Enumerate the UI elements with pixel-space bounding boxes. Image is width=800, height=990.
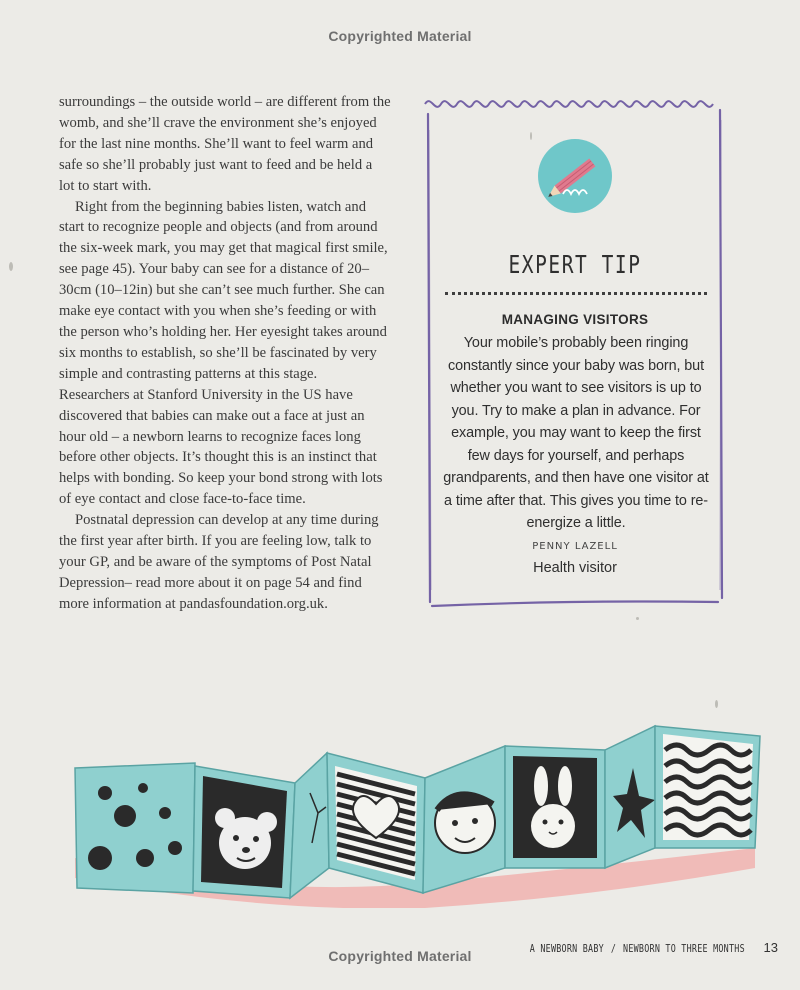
body-paragraph: Right from the beginning babies listen, watch and start to recognize people and objects (and from around the six-week mark, you may get that magical first smile, see page 45). Your baby can see for a distance of 20–30cm (10–12in) but she can’t see much further. She can make eye contact with you when she’s feeding or with the person who’s holding her. Her eyesight takes around six months to establish, so she’ll be fascinated by very simple and contrasting patterns at this stage. Researchers at Stanford University in the US have discovered that babies can make out a face at just an hour old – a newborn learns to recognize faces long before other objects. It’s thought this is an instinct that helps with bonding. So keep your bond strong with lots of eye contact and close face-to-face time. [59, 198, 388, 508]
dots-card [75, 763, 195, 893]
star-card [605, 726, 655, 868]
pencil-icon [533, 136, 617, 216]
copyright-footer: Copyrighted Material [328, 948, 472, 964]
bear-card [193, 766, 295, 898]
body-paragraph: Postnatal depression can develop at any time during the first year after birth. If you are feeling low, talk to your GP, and be aware of the symptoms of Post Natal Depression– read more about it on page 54 and find more information at pandasfoundation.org.uk. [59, 512, 379, 612]
waves-card [655, 726, 760, 848]
copyright-header: Copyrighted Material [328, 28, 472, 44]
paper-speck [9, 262, 13, 271]
contrast-cards-illustration [65, 708, 765, 908]
tip-subtitle: MANAGING VISITORS [501, 312, 649, 327]
tip-text: Your mobile’s probably been ringing constantly since your baby was born, but whether you want to see visitors is up to you. Try to make a plan in advance. For example, you may want to keep the first few days for yourself, and perhaps grandparents, and then have one visitor at a time after that. This gives you time to re-energize a little. [443, 335, 709, 531]
body-paragraph: surroundings – the outside world – are different from the womb, and she’ll crave the environment she’s enjoyed for the last nine months. She’ll want to feel warm and safe so she’ll probably just want to feed and be held a lot to start with. [59, 94, 391, 194]
heart-card [327, 753, 425, 893]
bunny-card [505, 746, 605, 868]
paper-speck [715, 700, 718, 708]
footer-section-name: A NEWBORN BABY [529, 943, 604, 955]
footer-chapter: NEWBORN TO THREE MONTHS [623, 943, 745, 955]
dotted-divider [445, 292, 707, 295]
tip-role: Health visitor [533, 560, 617, 576]
tip-title: EXPERT TIP [508, 250, 642, 279]
body-text [59, 92, 391, 615]
ribbon-card [290, 753, 329, 898]
page-number: 13 [763, 940, 778, 955]
expert-tip-box [420, 90, 730, 615]
tip-author: PENNY LAZELL [532, 541, 618, 552]
face-card [423, 746, 505, 893]
footer-separator: / [610, 943, 617, 955]
paper-speck [636, 617, 639, 620]
